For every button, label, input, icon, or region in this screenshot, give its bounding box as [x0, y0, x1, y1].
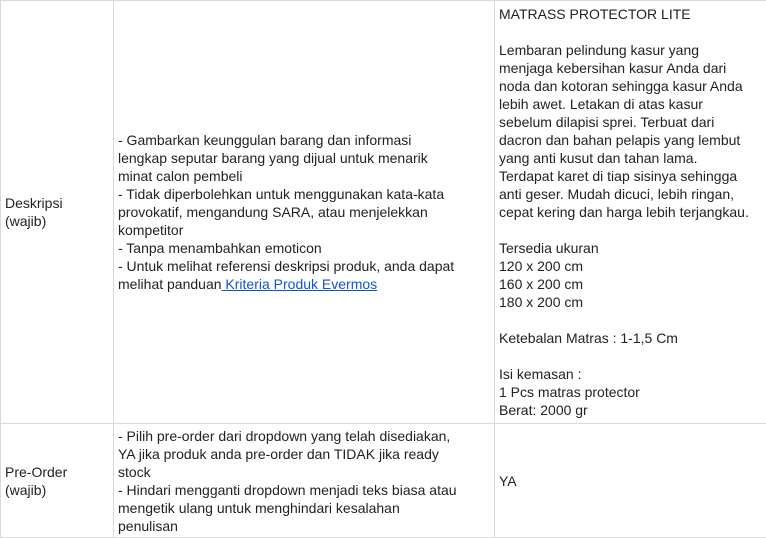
preorder-value: YA	[499, 472, 766, 490]
size-item: 160 x 200 cm	[499, 275, 766, 293]
cell-value-preorder[interactable]	[495, 424, 766, 538]
guide-line: - Pilih pre-order dari dropdown yang telah disediakan,	[118, 427, 490, 445]
size-item: 180 x 200 cm	[499, 293, 766, 311]
kriteria-produk-link[interactable]: Kriteria Produk Evermos	[222, 276, 378, 292]
guide-line: - Tidak diperbolehkan untuk menggunakan kata-kata	[118, 185, 490, 203]
cell-guide-preorder[interactable]	[114, 424, 495, 538]
guide-line: - Hindari mengganti dropdown menjadi teks biasa atau	[118, 481, 490, 499]
cell-label-preorder[interactable]	[1, 424, 114, 538]
guide-line: provokatif, mengandung SARA, atau menjelekkan	[118, 203, 490, 221]
guide-line-prefix: melihat panduan	[118, 276, 222, 292]
guide-line: stock	[118, 463, 490, 481]
guide-line: YA jika produk anda pre-order dan TIDAK jika ready	[118, 445, 490, 463]
thickness-text: Ketebalan Matras : 1-1,5 Cm	[499, 329, 766, 347]
description-line: lebih awet. Letakan di atas kasur	[499, 95, 766, 113]
blank-line	[499, 221, 766, 239]
cell-label-deskripsi[interactable]	[1, 1, 114, 424]
description-line: dacron dan bahan pelapis yang lembut	[499, 131, 766, 149]
contents-heading: Isi kemasan :	[499, 365, 766, 383]
description-line: cepat kering dan harga lebih terjangkau.	[499, 203, 766, 221]
blank-line	[499, 23, 766, 41]
guide-line: penulisan	[118, 517, 490, 535]
description-line: menjaga kebersihan kasur Anda dari	[499, 59, 766, 77]
blank-line	[499, 311, 766, 329]
guide-line: lengkap seputar barang yang dijual untuk menarik	[118, 149, 490, 167]
description-line: sebelum dilapisi sprei. Terbuat dari	[499, 113, 766, 131]
guide-line: - Gambarkan keunggulan barang dan informasi	[118, 131, 490, 149]
guide-line: - Untuk melihat referensi deskripsi produk, anda dapat	[118, 257, 490, 275]
size-item: 120 x 200 cm	[499, 257, 766, 275]
description-line: Lembaran pelindung kasur yang	[499, 41, 766, 59]
label-required-text: (wajib)	[5, 212, 109, 230]
weight-text: Berat: 2000 gr	[499, 401, 766, 419]
cell-value-deskripsi[interactable]	[495, 1, 766, 424]
guide-line: minat calon pembeli	[118, 167, 490, 185]
description-line: Terdapat karet di tiap sisinya sehingga	[499, 167, 766, 185]
row-preorder	[1, 424, 766, 538]
product-title: MATRASS PROTECTOR LITE	[499, 5, 766, 23]
guide-line-with-link	[118, 275, 490, 293]
label-required-text: (wajib)	[5, 481, 109, 499]
guide-line: - Tanpa menambahkan emoticon	[118, 239, 490, 257]
blank-line	[499, 347, 766, 365]
contents-item: 1 Pcs matras protector	[499, 383, 766, 401]
description-line: yang anti kusut dan tahan lama.	[499, 149, 766, 167]
cell-guide-deskripsi[interactable]	[114, 1, 495, 424]
guide-line: kompetitor	[118, 221, 490, 239]
label-text: Deskripsi	[5, 194, 109, 212]
label-text: Pre-Order	[5, 463, 109, 481]
sizes-heading: Tersedia ukuran	[499, 239, 766, 257]
description-line: noda dan kotoran sehingga kasur Anda	[499, 77, 766, 95]
row-deskripsi	[1, 1, 766, 424]
guide-line: mengetik ulang untuk menghindari kesalahan	[118, 499, 490, 517]
description-line: anti geser. Mudah dicuci, lebih ringan,	[499, 185, 766, 203]
